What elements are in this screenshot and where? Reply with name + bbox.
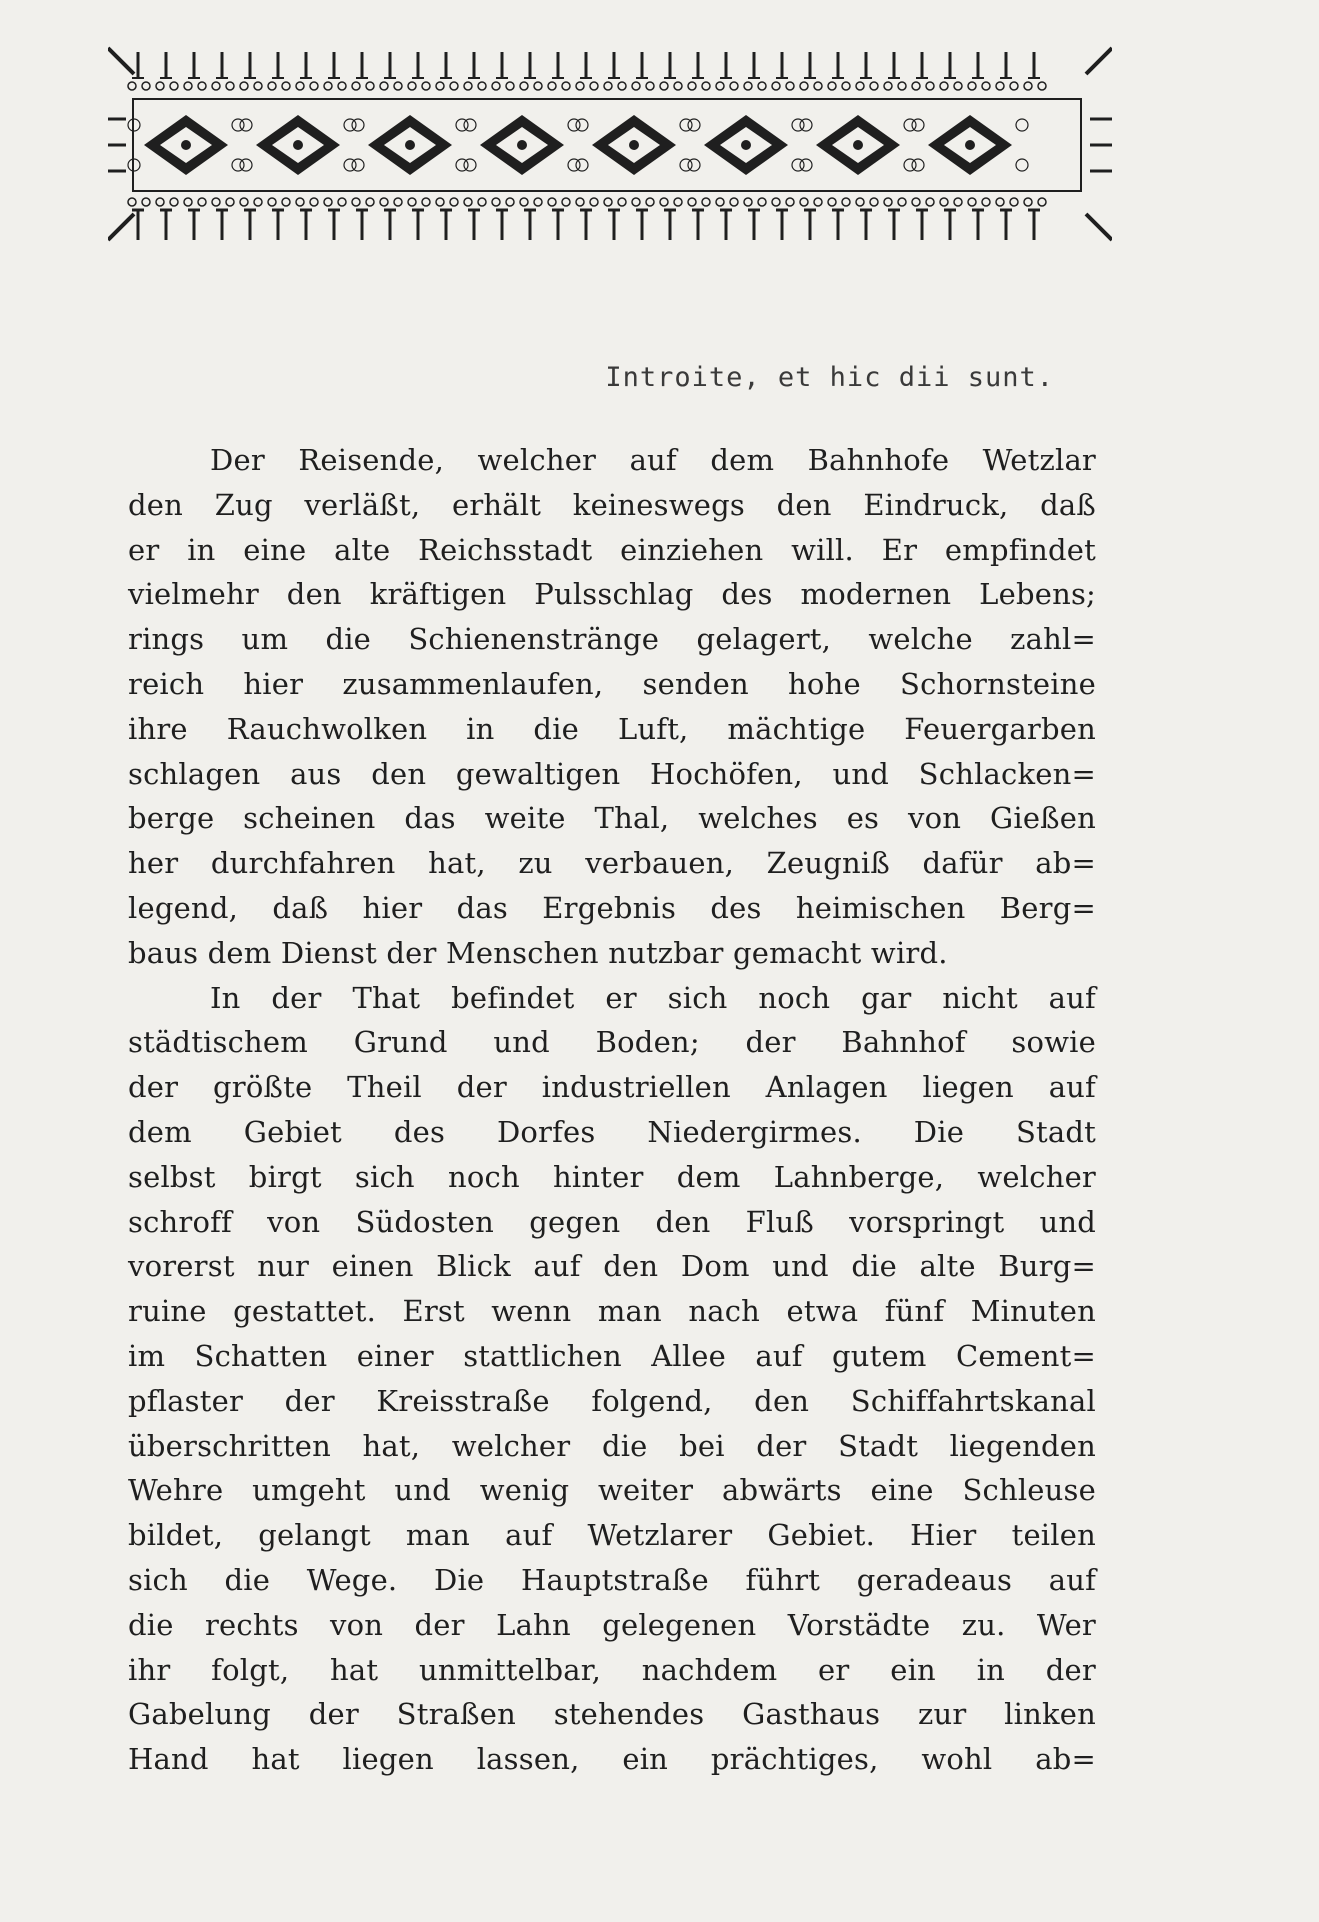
scroll-top (576, 82, 584, 90)
scroll-bottom (562, 198, 570, 206)
scroll-top (212, 82, 220, 90)
scroll-bottom (632, 198, 640, 206)
scroll-top (954, 82, 962, 90)
scroll-top (408, 82, 416, 90)
scroll-bottom (1010, 198, 1018, 206)
scroll-bottom (660, 198, 668, 206)
scroll-top (800, 82, 808, 90)
scroll-bottom (912, 198, 920, 206)
scroll-top (618, 82, 626, 90)
diamond-center (405, 140, 415, 150)
scroll-bottom (534, 198, 542, 206)
spiral (1016, 119, 1028, 131)
text-line: In der That befindet er sich noch gar nicht auf (210, 980, 1096, 1015)
text-line: vorerst nur einen Blick auf den Dom und die alte Burg= (128, 1249, 1096, 1284)
text-line: den Zug verläßt, erhält keineswegs den Eindruck, daß (128, 487, 1096, 522)
scroll-bottom (156, 198, 164, 206)
text-line: Der Reisende, welcher auf dem Bahnhofe Wetzlar (210, 443, 1096, 477)
scroll-bottom (324, 198, 332, 206)
scroll-bottom (296, 198, 304, 206)
scroll-bottom (1038, 198, 1046, 206)
scroll-top (184, 82, 192, 90)
scroll-top (870, 82, 878, 90)
scroll-top (660, 82, 668, 90)
scroll-top (548, 82, 556, 90)
scroll-bottom (856, 198, 864, 206)
scroll-bottom (338, 198, 346, 206)
scroll-bottom (142, 198, 150, 206)
corner-ornament (1086, 214, 1112, 240)
scroll-bottom (688, 198, 696, 206)
scroll-bottom (940, 198, 948, 206)
diamond-center (293, 140, 303, 150)
scroll-top (520, 82, 528, 90)
scroll-bottom (828, 198, 836, 206)
text-line: Wehre umgeht und wenig weiter abwärts eine Schleuse (128, 1473, 1096, 1508)
scroll-top (478, 82, 486, 90)
scroll-top (940, 82, 948, 90)
scroll-bottom (996, 198, 1004, 206)
scroll-top (338, 82, 346, 90)
scroll-top (604, 82, 612, 90)
spiral (464, 119, 476, 131)
scroll-top (198, 82, 206, 90)
text-line: baus dem Dienst der Menschen nutzbar gemacht wird. (128, 935, 948, 970)
scroll-top (884, 82, 892, 90)
scroll-bottom (520, 198, 528, 206)
scroll-top (716, 82, 724, 90)
spiral (240, 119, 252, 131)
scroll-bottom (254, 198, 262, 206)
scroll-bottom (674, 198, 682, 206)
scroll-top (856, 82, 864, 90)
scroll-top (1024, 82, 1032, 90)
scroll-bottom (772, 198, 780, 206)
scroll-bottom (870, 198, 878, 206)
scroll-top (464, 82, 472, 90)
diamond-center (853, 140, 863, 150)
scroll-bottom (576, 198, 584, 206)
scroll-bottom (226, 198, 234, 206)
scroll-top (968, 82, 976, 90)
scroll-bottom (954, 198, 962, 206)
scroll-bottom (884, 198, 892, 206)
scroll-top (156, 82, 164, 90)
spiral (912, 119, 924, 131)
scroll-bottom (240, 198, 248, 206)
text-line: die rechts von der Lahn gelegenen Vorstädte zu. Wer (128, 1607, 1096, 1642)
scroll-top (254, 82, 262, 90)
scroll-top (632, 82, 640, 90)
scroll-top (926, 82, 934, 90)
text-line: berge scheinen das weite Thal, welches es von Gießen (128, 801, 1096, 836)
scroll-bottom (492, 198, 500, 206)
scroll-bottom (394, 198, 402, 206)
scroll-bottom (982, 198, 990, 206)
text-line: dem Gebiet des Dorfes Niedergirmes. Die Stadt (128, 1114, 1096, 1149)
scroll-bottom (380, 198, 388, 206)
text-line: er in eine alte Reichsstadt einziehen will. Er empfindet (128, 532, 1096, 567)
scroll-top (674, 82, 682, 90)
text-line: her durchfahren hat, zu verbauen, Zeugniß dafür ab= (128, 846, 1096, 881)
scroll-bottom (352, 198, 360, 206)
scroll-top (296, 82, 304, 90)
scroll-top (646, 82, 654, 90)
scroll-top (450, 82, 458, 90)
scroll-top (842, 82, 850, 90)
scroll-top (492, 82, 500, 90)
scroll-top (758, 82, 766, 90)
diamond-center (965, 140, 975, 150)
scroll-top (688, 82, 696, 90)
scroll-bottom (814, 198, 822, 206)
diamond-center (517, 140, 527, 150)
spiral (688, 159, 700, 171)
corner-ornament (1086, 48, 1112, 74)
scroll-bottom (702, 198, 710, 206)
text-line: städtischem Grund und Boden; der Bahnhof sowie (128, 1025, 1096, 1060)
scroll-top (786, 82, 794, 90)
scroll-bottom (170, 198, 178, 206)
scroll-bottom (450, 198, 458, 206)
scroll-bottom (926, 198, 934, 206)
scroll-top (1038, 82, 1046, 90)
scroll-top (142, 82, 150, 90)
scroll-top (982, 82, 990, 90)
scroll-bottom (478, 198, 486, 206)
scroll-bottom (842, 198, 850, 206)
scroll-top (268, 82, 276, 90)
corner-ornament (108, 214, 134, 240)
scroll-bottom (898, 198, 906, 206)
spiral (576, 119, 588, 131)
spiral (352, 119, 364, 131)
scroll-top (422, 82, 430, 90)
scroll-bottom (506, 198, 514, 206)
scroll-top (310, 82, 318, 90)
scroll-top (170, 82, 178, 90)
text-line: selbst birgt sich noch hinter dem Lahnberge, welcher (128, 1159, 1096, 1194)
scroll-top (730, 82, 738, 90)
spiral (800, 159, 812, 171)
text-line: der größte Theil der industriellen Anlagen liegen auf (128, 1070, 1096, 1105)
scroll-top (394, 82, 402, 90)
body-text (128, 438, 1096, 1782)
diamond-center (181, 140, 191, 150)
text-line: ihre Rauchwolken in die Luft, mächtige Feuergarben (128, 711, 1096, 746)
spiral (576, 159, 588, 171)
scroll-bottom (604, 198, 612, 206)
scroll-bottom (198, 198, 206, 206)
text-line: ruine gestattet. Erst wenn man nach etwa fünf Minuten (128, 1294, 1096, 1329)
scroll-top (240, 82, 248, 90)
scroll-top (828, 82, 836, 90)
spiral (352, 159, 364, 171)
text-line: vielmehr den kräftigen Pulsschlag des modernen Lebens; (128, 577, 1096, 612)
scroll-bottom (618, 198, 626, 206)
scroll-bottom (548, 198, 556, 206)
scroll-bottom (758, 198, 766, 206)
scroll-top (814, 82, 822, 90)
scroll-bottom (212, 198, 220, 206)
text-line: schlagen aus den gewaltigen Hochöfen, und Schlacken= (128, 756, 1096, 791)
decorative-header-border (108, 44, 1112, 244)
text-line: im Schatten einer stattlichen Allee auf gutem Cement= (128, 1338, 1096, 1373)
scroll-top (590, 82, 598, 90)
scroll-top (366, 82, 374, 90)
text-line: Hand hat liegen lassen, ein prächtiges, wohl ab= (128, 1742, 1096, 1777)
scroll-top (282, 82, 290, 90)
scroll-bottom (310, 198, 318, 206)
scroll-top (436, 82, 444, 90)
scroll-bottom (786, 198, 794, 206)
text-line: sich die Wege. Die Hauptstraße führt geradeaus auf (128, 1562, 1096, 1597)
text-line: rings um die Schienenstränge gelagert, welche zahl= (128, 622, 1096, 657)
spiral (800, 119, 812, 131)
scroll-top (562, 82, 570, 90)
scroll-bottom (436, 198, 444, 206)
scroll-bottom (716, 198, 724, 206)
scroll-bottom (282, 198, 290, 206)
text-line: schroff von Südosten gegen den Fluß vorspringt und (128, 1204, 1096, 1239)
diamond-center (741, 140, 751, 150)
text-line: pflaster der Kreisstraße folgend, den Schiffahrtskanal (128, 1383, 1096, 1418)
spiral (240, 159, 252, 171)
scroll-bottom (730, 198, 738, 206)
spiral (912, 159, 924, 171)
scroll-top (380, 82, 388, 90)
spiral (688, 119, 700, 131)
scroll-bottom (184, 198, 192, 206)
scroll-bottom (464, 198, 472, 206)
spiral (464, 159, 476, 171)
scroll-bottom (422, 198, 430, 206)
text-line: bildet, gelangt man auf Wetzlarer Gebiet. Hier teilen (128, 1518, 1096, 1553)
text-line: überschritten hat, welcher die bei der Stadt liegenden (128, 1428, 1096, 1463)
scroll-bottom (968, 198, 976, 206)
scroll-top (506, 82, 514, 90)
diamond-center (629, 140, 639, 150)
scroll-top (534, 82, 542, 90)
text-line: reich hier zusammenlaufen, senden hohe Schornsteine (128, 666, 1096, 701)
scroll-top (912, 82, 920, 90)
scroll-top (226, 82, 234, 90)
scroll-top (324, 82, 332, 90)
scroll-top (898, 82, 906, 90)
text-line: ihr folgt, hat unmittelbar, nachdem er ein in der (128, 1652, 1096, 1687)
scroll-top (128, 82, 136, 90)
scroll-bottom (744, 198, 752, 206)
scroll-bottom (366, 198, 374, 206)
scroll-bottom (590, 198, 598, 206)
scroll-top (744, 82, 752, 90)
text-line: Gabelung der Straßen stehendes Gasthaus zur linken (128, 1697, 1096, 1732)
scroll-top (702, 82, 710, 90)
spiral (1016, 159, 1028, 171)
scroll-bottom (800, 198, 808, 206)
scroll-top (996, 82, 1004, 90)
scroll-bottom (1024, 198, 1032, 206)
scroll-bottom (268, 198, 276, 206)
corner-ornament (108, 48, 134, 74)
scroll-bottom (646, 198, 654, 206)
scroll-top (772, 82, 780, 90)
scroll-bottom (408, 198, 416, 206)
text-line: legend, daß hier das Ergebnis des heimischen Berg= (128, 890, 1096, 925)
scroll-top (352, 82, 360, 90)
epigraph: Introite, et hic dii sunt. (605, 362, 1054, 393)
scroll-bottom (128, 198, 136, 206)
scroll-top (1010, 82, 1018, 90)
